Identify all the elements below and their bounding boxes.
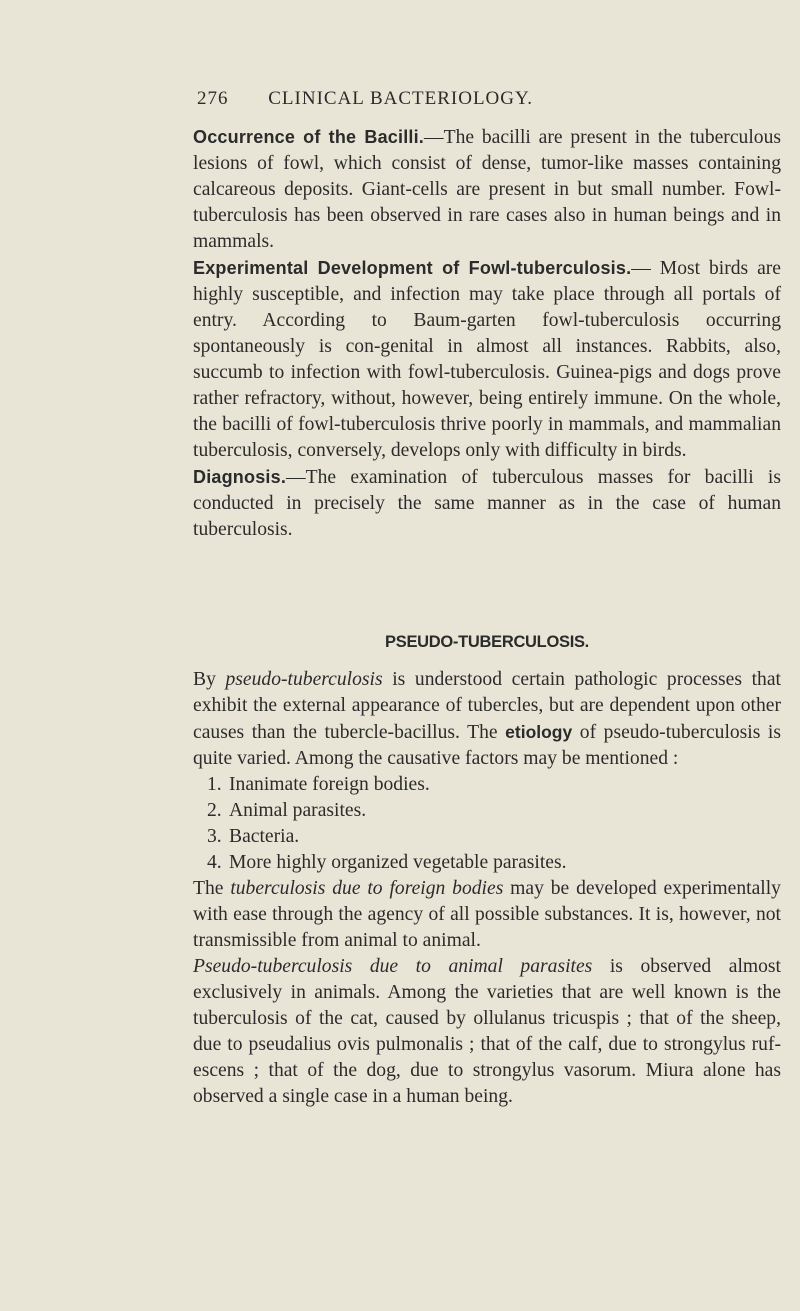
list-number: 3.: [207, 826, 222, 847]
paragraph-text: —The bacilli are present in the tuberculous lesions of fowl, which consist of dense, tumor-like masses containing calcareous deposits. Giant-cells are present in but small number. Fowl-tuberculosis has been observed in rare cases also in human beings and in mammals.: [193, 127, 781, 252]
list-text: Animal parasites.: [229, 800, 367, 821]
list-item: [193, 798, 781, 824]
italic-term: tuberculosis due to foreign bodies: [230, 878, 504, 899]
text-run: may be developed experimentally with ease through the agency of all possible substances. It is, however, not transmissible from animal to animal.: [193, 878, 781, 951]
list-number: 2.: [207, 800, 222, 821]
paragraph-foreign-bodies: [193, 876, 781, 954]
list-text: More highly organized vegetable parasites.: [229, 852, 567, 873]
italic-term: Pseudo-tuberculosis due to animal parasites: [193, 956, 593, 977]
section-title: PSEUDO-TUBERCULOSIS.: [385, 633, 589, 651]
paragraph-occurrence: [193, 124, 781, 255]
heading-experimental: Experimental Development of Fowl-tuberculosis.: [193, 258, 632, 278]
list-item: [193, 772, 781, 798]
list-number: 4.: [207, 852, 222, 873]
list-item: [193, 824, 781, 850]
paragraph-definition: [193, 667, 781, 772]
paragraph-text: — Most birds are highly susceptible, and infection may take place through all portals of entry. According to Baum-garten fowl-tuberculosis occurring spontaneously is con-genital in almost all instances. Rabbits, also, succumb to infection with fowl-tuberculosis. Guinea-pigs and dogs prove rather refractory, without, however, being entirely immune. On the whole, the bacilli of fowl-tuberculosis thrive poorly in mammals, and mammalian tuberculosis, conversely, develops only with difficulty in birds.: [193, 258, 781, 461]
italic-term: pseudo-tuberculosis: [225, 669, 383, 690]
text-run: The: [193, 878, 231, 899]
bold-term: etiology: [505, 722, 573, 742]
page-body: [193, 124, 781, 1110]
causes-list: [193, 772, 781, 876]
text-run: is observed almost exclusively in animals. Among the varieties that are well known is the tuberculosis of the cat, caused by ollulanus tricuspis ; that of the sheep, due to pseudalius ovis pulmonalis ; that of the calf, due to strongylus ruf-escens ; that of the dog, due to strongylus vasorum. Miura alone has observed a single case in a human being.: [193, 956, 782, 1107]
heading-diagnosis: Diagnosis.: [193, 467, 287, 487]
list-number: 1.: [207, 774, 222, 795]
list-text: Bacteria.: [229, 826, 300, 847]
text-run: is understood certain pathologic processes that exhibit the external appearance of tubercles, but are dependent upon other causes than the tubercle-bacillus. The: [193, 669, 781, 743]
text-run: By: [193, 669, 226, 690]
paragraph-experimental: [193, 255, 781, 464]
text-run: of pseudo-tuberculosis is quite varied. Among the causative factors may be mentioned :: [193, 722, 781, 769]
list-item: [193, 850, 781, 876]
running-title: CLINICAL BACTERIOLOGY.: [268, 88, 534, 109]
paragraph-animal-parasites: [193, 954, 781, 1110]
paragraph-diagnosis: [193, 464, 781, 543]
running-header: [197, 88, 533, 110]
page-number: 276: [197, 88, 229, 109]
list-text: Inanimate foreign bodies.: [229, 774, 430, 795]
heading-occurrence: Occurrence of the Bacilli.: [193, 127, 425, 147]
paragraph-text: —The examination of tuberculous masses for bacilli is conducted in precisely the same manner as in the case of human tuberculosis.: [193, 467, 781, 540]
